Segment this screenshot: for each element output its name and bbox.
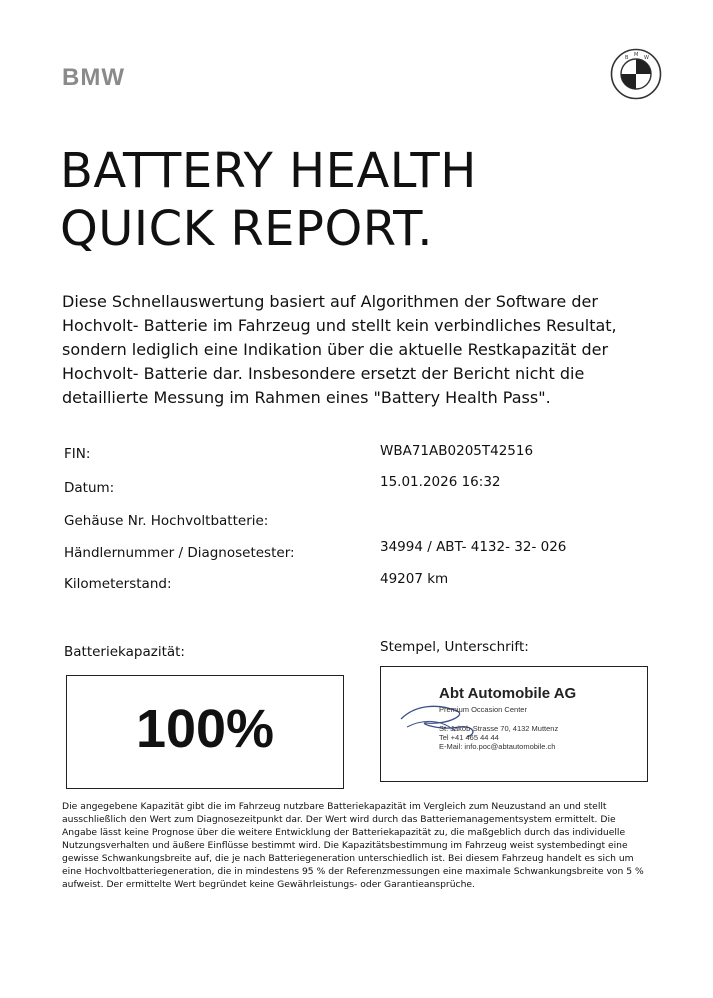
stamp-box <box>380 666 648 782</box>
svg-text:M: M <box>634 52 639 58</box>
capacity-box <box>66 675 344 789</box>
svg-text:B: B <box>625 55 629 61</box>
stamp-company: Abt Automobile AG <box>439 685 577 702</box>
intro-paragraph: Diese Schnellauswertung basiert auf Algorithmen der Software der Hochvolt- Batterie im Fahrzeug und stellt kein verbindliches Resultat, sondern lediglich eine Indikation über die aktuelle Restkapazität der Hochvolt- Batterie dar. Insbesondere ersetzt der Bericht nicht die detaillierte Messung im Rahmen eines "Battery Health Pass". <box>62 292 617 407</box>
housing-number-label: Gehäuse Nr. Hochvoltbatterie: <box>64 513 269 529</box>
date-value: 15.01.2026 16:32 <box>380 474 501 490</box>
capacity-label: Batteriekapazität: <box>64 644 185 660</box>
mileage-value: 49207 km <box>380 571 449 587</box>
svg-text:W: W <box>644 55 649 61</box>
stamp-label: Stempel, Unterschrift: <box>380 639 529 655</box>
report-title <box>60 142 477 258</box>
bmw-roundel-icon <box>610 48 662 100</box>
stamp-phone: Tel +41 465 44 44 <box>439 733 499 742</box>
fin-value: WBA71AB0205T42516 <box>380 443 534 459</box>
stamp-subtitle: Premium Occasion Center <box>439 705 527 714</box>
dealer-tester-value: 34994 / ABT- 4132- 32- 026 <box>380 539 567 555</box>
disclaimer-footnote: Die angegebene Kapazität gibt die im Fahrzeug nutzbare Batteriekapazität im Vergleich zum Neuzustand an und stellt ausschließlich den Wert zum Diagnosezeitpunkt dar. Der Wert wird durch das Batteriemanagementsystem ermittelt. Die Angabe lässt keine Prognose über die weitere Entwicklung der Batteriekapazität zu, die maßgeblich durch das individuelle Nutzungsverhalten und äußere Einflüsse bestimmt wird. Die Kapazitätsbestimmung im Fahrzeug weist systembedingt eine gewisse Schwankungsbreite auf, die je nach Batteriegeneration unterschiedlich ist. Bei diesem Fahrzeug handelt es sich um eine Hochvoltbatteriegeneration, die in mindestens 95 % der Referenzmessungen eine maximale Schwankungsbreite von 5 % aufweist. Der ermittelte Wert begründet keine Gewährleistungs- oder Garantieansprüche. <box>62 801 644 890</box>
dealer-tester-label: Händlernummer / Diagnosetester: <box>64 545 295 561</box>
report-title-line2: QUICK REPORT. <box>60 201 433 257</box>
mileage-label: Kilometerstand: <box>64 576 172 592</box>
report-title-line1: BATTERY HEALTH <box>60 143 477 199</box>
capacity-value: 100% <box>135 699 275 759</box>
stamp-email: E-Mail: info.poc@abtautomobile.ch <box>439 742 556 751</box>
fin-label: FIN: <box>64 446 91 462</box>
bmw-wordmark: BMW <box>62 64 125 91</box>
stamp-address: St. Jakob-Strasse 70, 4132 Muttenz <box>439 724 559 733</box>
date-label: Datum: <box>64 480 115 496</box>
